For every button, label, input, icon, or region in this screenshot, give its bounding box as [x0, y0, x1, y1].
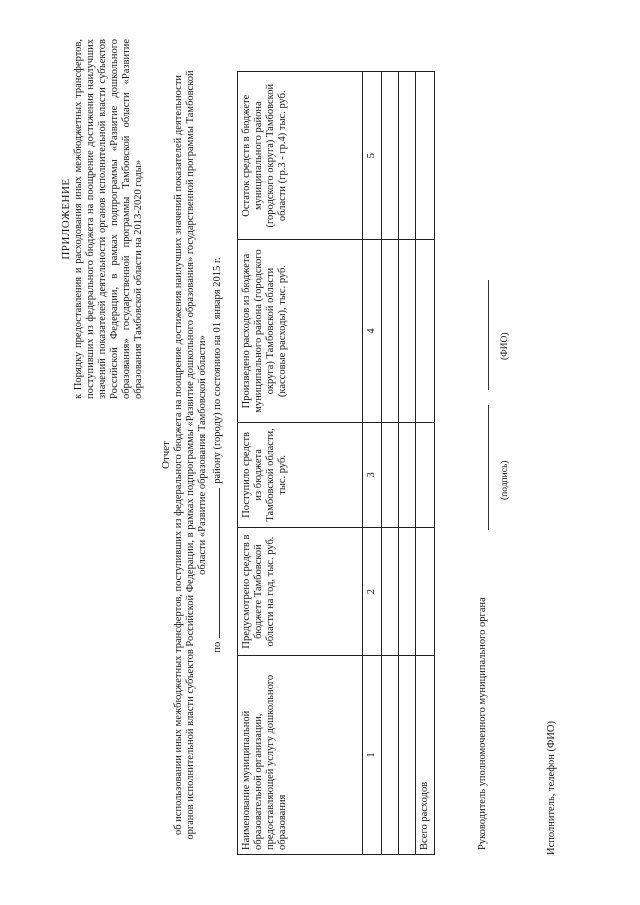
header-received: Поступило средств из бюджета Тамбовской области, тыс. руб.: [238, 422, 363, 527]
header-balance: Остаток средств в бюджете муниципального района (городского округа) Тамбовской области (гр.3 - гр.4) тыс. руб.: [238, 72, 363, 240]
signature-blank: [488, 405, 489, 530]
appendix-block: [60, 39, 145, 399]
column-number: 3: [363, 422, 382, 527]
header-spent: Произведено расходов из бюджета муниципального района (городского округа) Тамбовской области (кассовые расходы), тыс. руб.: [238, 240, 363, 422]
table-cell: [399, 240, 416, 422]
report-subtitle: об использовании иных межбюджетных трансфертов, поступивших из федерального бюджета на поощрение достижения наилучших значений показателей деятельности органов исполнительной власти субъектов Российской Федерации, в рамках подпрограммы «Развитие дошкольного образования» государственной программы Тамбовской области «Развитие образования Тамбовской области»: [173, 70, 208, 840]
appendix-text: к Порядку предоставления и расходования иных межбюджетных трансфертов, поступивших из федерального бюджета на поощрение достижения наилучших значений показателей деятельности органов исполнительной власти субъектов Российской Федерации, в рамках подпрограммы «Развитие дошкольного образования» государственной программы Тамбовской области «Развитие образования Тамбовской области на 2013-2020 годы»: [73, 39, 144, 399]
district-blank: [210, 488, 220, 638]
total-label: Всего расходов: [416, 656, 435, 855]
report-date-line: [210, 65, 224, 845]
name-caption: (ФИО): [500, 332, 510, 360]
signature-caption: (подпись): [500, 460, 510, 500]
table-cell: [399, 528, 416, 656]
table-cell: [416, 528, 435, 656]
signature-label: Руководитель уполномоченного муниципального органа: [477, 597, 488, 850]
column-number-row: [363, 72, 382, 855]
table-cell: [416, 240, 435, 422]
date-suffix: району (городу) по состоянию на 01 января 2015 г.: [212, 257, 223, 484]
table-cell: [382, 422, 399, 527]
table-cell: [382, 240, 399, 422]
column-number: 2: [363, 528, 382, 656]
table-cell: [416, 422, 435, 527]
report-heading: [160, 65, 224, 845]
total-row: [416, 72, 435, 855]
table-row: [382, 72, 399, 855]
report-title: Отчет: [160, 441, 172, 469]
table-cell: [399, 72, 416, 240]
table-cell: [399, 656, 416, 855]
column-number: 5: [363, 72, 382, 240]
column-number: 4: [363, 240, 382, 422]
table-header-row: [238, 72, 363, 855]
name-blank: [488, 280, 489, 390]
report-table: [237, 71, 435, 855]
table-row: [399, 72, 416, 855]
appendix-title: ПРИЛОЖЕНИЕ: [60, 178, 72, 260]
date-prefix: по: [212, 641, 223, 653]
table-cell: [399, 422, 416, 527]
header-planned: Предусмотрено средств в бюджете Тамбовской области на год, тыс. руб.: [238, 528, 363, 656]
column-number: 1: [363, 656, 382, 855]
table-cell: [382, 656, 399, 855]
header-org-name: Наименование муниципальной образовательной организации, предоставляющей услугу дошкольного образования: [238, 656, 363, 855]
table-cell: [382, 528, 399, 656]
table-cell: [382, 72, 399, 240]
executor-line: Исполнитель, телефон (ФИО): [546, 720, 557, 855]
table-cell: [416, 72, 435, 240]
